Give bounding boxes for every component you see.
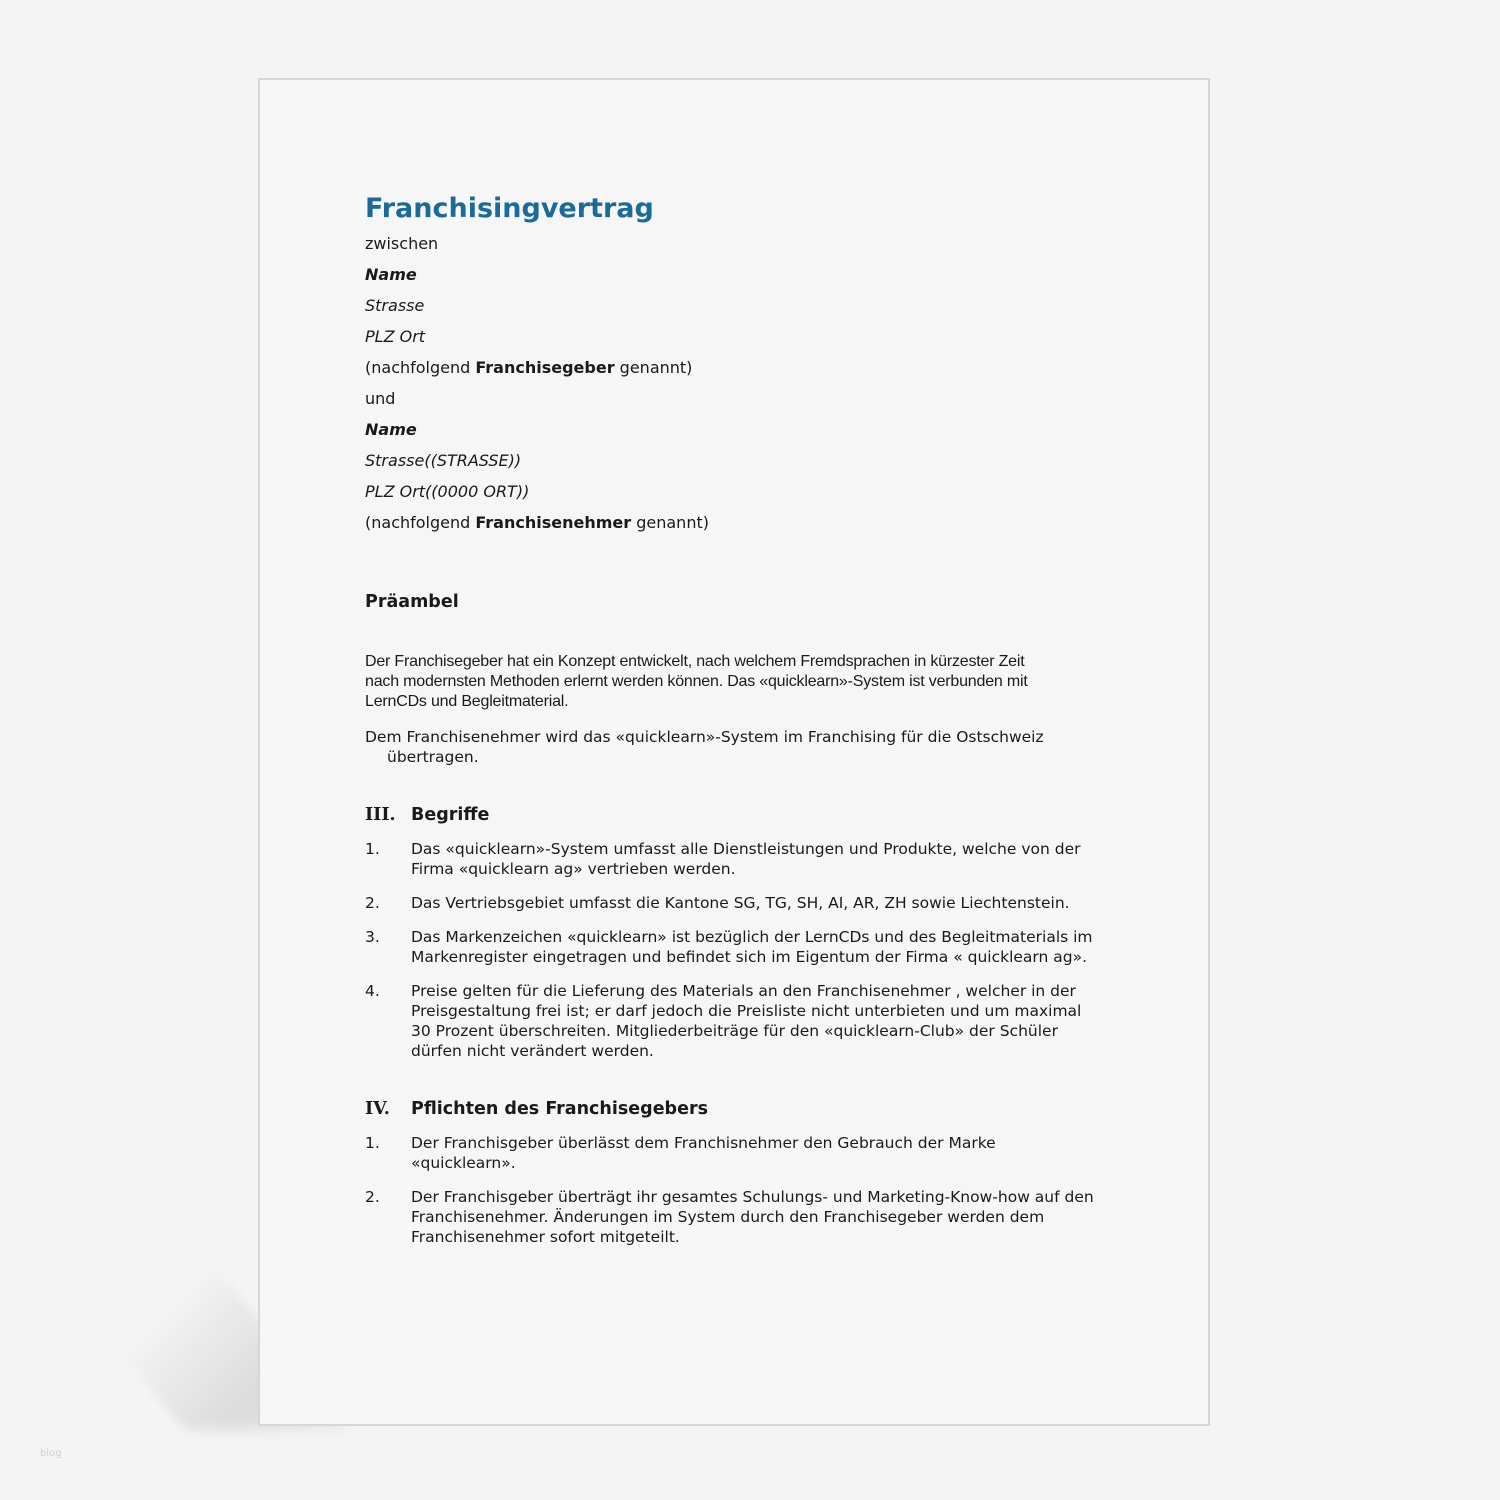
list-item-text: Das Vertriebsgebiet umfasst die Kantone SG, TG, SH, AI, AR, ZH sowie Liechtenstein. xyxy=(411,894,1070,912)
section-3-title: Begriffe xyxy=(411,805,490,825)
party2-role-name: Franchisenehmer xyxy=(475,513,632,532)
party1-city: PLZ Ort xyxy=(365,327,426,346)
watermark: blog xyxy=(40,1448,62,1459)
list-item-text: Das «quicklearn»-System umfasst alle Dienstleistungen und Produkte, welche von der Firma «quicklearn ag» vertrieben werden. xyxy=(411,840,1081,878)
list-item-number: 4. xyxy=(365,982,380,1000)
list-item xyxy=(365,1187,1105,1247)
party2-role-prefix: (nachfolgend xyxy=(365,513,476,532)
and-label: und xyxy=(365,389,396,408)
party1-role-name: Franchisegeber xyxy=(475,358,615,377)
list-item xyxy=(365,981,1105,1061)
list-item-text: Der Franchisgeber überträgt ihr gesamtes Schulungs- und Marketing-Know-how auf den Franchisenehmer. Änderungen im System durch den Franchisegeber werden dem Franchisenehmer sofort mitgeteilt. xyxy=(411,1188,1094,1246)
party1-name: Name xyxy=(365,265,417,284)
preamble-p1-line3: LernCDs und Begleitmaterial. xyxy=(365,693,569,710)
preamble-p1-line1: Der Franchisegeber hat ein Konzept entwickelt, nach welchem Fremdsprachen in kürzester Zeit xyxy=(365,653,1025,670)
section-3-list xyxy=(365,839,1105,1061)
preamble-paragraph-1 xyxy=(365,652,1105,712)
section-4-heading xyxy=(365,1097,1105,1121)
section-3-heading xyxy=(365,803,1105,827)
party1-role-suffix: genannt) xyxy=(614,358,693,377)
list-item xyxy=(365,839,1105,879)
list-item xyxy=(365,1133,1105,1173)
list-item-number: 2. xyxy=(365,894,380,912)
document-content xyxy=(365,190,1105,1247)
list-item-text: Preise gelten für die Lieferung des Materials an den Franchisenehmer , welcher in der Preisgestaltung frei ist; er darf jedoch die Preisliste nicht unterbieten und um maximal 30 Prozent überschreiten. Mitgliederbeiträge für den «quicklearn-Club» der Schüler dürfen nicht verändert werden. xyxy=(411,982,1082,1060)
list-item-text: Das Markenzeichen «quicklearn» ist bezüglich der LernCDs und des Begleitmaterials im Markenregister eingetragen und befindet sich im Eigentum der Firma « quicklearn ag». xyxy=(411,928,1093,966)
list-item-number: 1. xyxy=(365,840,380,858)
section-4-number: IV. xyxy=(365,1099,390,1119)
list-item-number: 2. xyxy=(365,1188,380,1206)
party1-street: Strasse xyxy=(365,296,425,315)
preamble-p1-line2: nach modernsten Methoden erlernt werden können. Das «quicklearn»-System ist verbunden mit xyxy=(365,673,1028,690)
list-item-text: Der Franchisgeber überlässt dem Franchisnehmer den Gebrauch der Marke «quicklearn». xyxy=(411,1134,996,1172)
party2-role xyxy=(365,507,1105,538)
party2-name: Name xyxy=(365,420,417,439)
between-label: zwischen xyxy=(365,234,439,253)
preamble-p2-line2: übertragen. xyxy=(387,748,479,766)
party2-role-suffix: genannt) xyxy=(631,513,709,532)
section-4-title: Pflichten des Franchisegebers xyxy=(411,1099,709,1119)
party1-role xyxy=(365,352,1105,383)
party2-city: PLZ Ort((0000 ORT)) xyxy=(365,482,530,501)
document-title: Franchisingvertrag xyxy=(365,193,654,224)
section-4-list xyxy=(365,1133,1105,1247)
list-item xyxy=(365,927,1105,967)
document-page xyxy=(258,78,1210,1426)
list-item-number: 3. xyxy=(365,928,380,946)
list-item xyxy=(365,893,1105,913)
preamble-heading: Präambel xyxy=(365,592,459,612)
list-item-number: 1. xyxy=(365,1134,380,1152)
party2-street: Strasse((STRASSE)) xyxy=(365,451,522,470)
party1-role-prefix: (nachfolgend xyxy=(365,358,476,377)
preamble-p2-line1: Dem Franchisenehmer wird das «quicklearn»-System im Franchising für die Ostschweiz xyxy=(365,728,1044,746)
section-3-number: III. xyxy=(365,805,396,825)
preamble-paragraph-2 xyxy=(365,727,1105,767)
